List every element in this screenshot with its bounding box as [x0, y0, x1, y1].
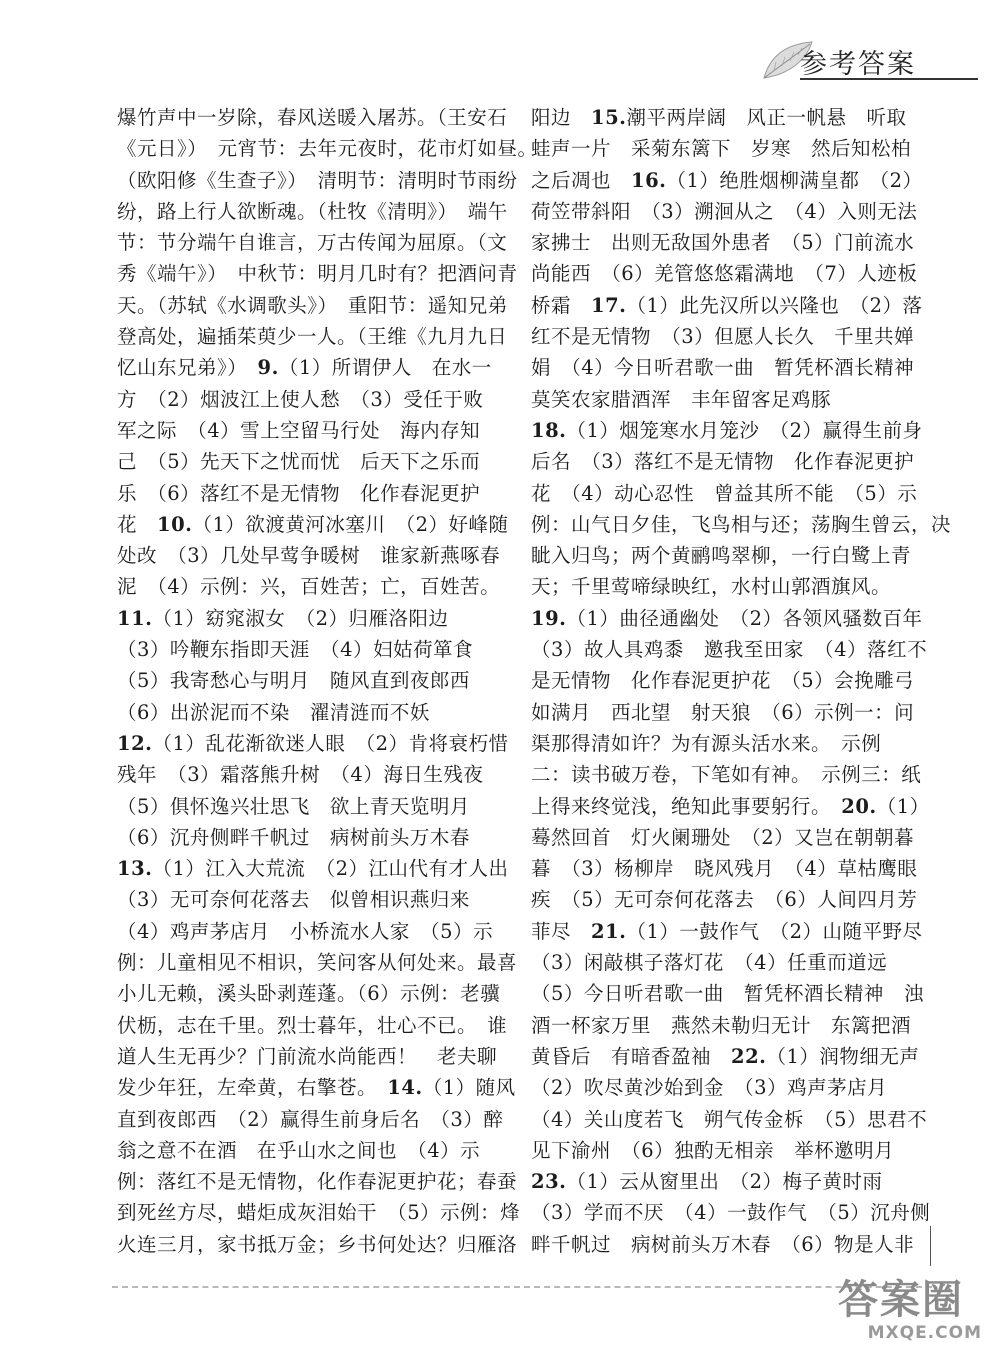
- answer-line: 己 （5）先天下之忧而忧 后天下之乐而: [117, 450, 481, 474]
- site-watermark: [820, 1262, 990, 1347]
- header-underline: [800, 78, 978, 80]
- answer-line: （4）鸡声茅店月 小桥流水人家 （5）示: [117, 919, 494, 943]
- question-number: 19.: [531, 606, 567, 630]
- question-number: 12.: [117, 731, 153, 755]
- question-number: 20.: [841, 794, 877, 818]
- answer-line: （6）出淤泥而不染 濯清涟而不妖: [117, 700, 430, 724]
- answer-line: 见下渝州 （6）独酌无相亲 举杯邀明月: [531, 1138, 895, 1162]
- question-number: 21.: [591, 919, 627, 943]
- question-number: 17.: [591, 293, 627, 317]
- answer-line: 乐 （6）落红不是无情物 化作春泥更护: [117, 481, 481, 505]
- answer-line: 爆竹声中一岁除，春风送暖入屠苏。（王安石: [117, 106, 508, 129]
- answer-line: （3）吟鞭东指即天涯 （4）妇姑荷箪食: [117, 638, 474, 662]
- question-number: 22.: [731, 1044, 767, 1068]
- answer-line: 23.（1）云从窗里出 （2）梅子黄时雨: [531, 1170, 883, 1194]
- answer-line: 例：儿童相见不相识，笑问客从何处来。最喜: [117, 951, 518, 975]
- answer-line: 蓦然回首 灯火阑珊处 （2）又岂在朝朝暮: [531, 825, 915, 849]
- answer-line: 到死丝方尽，蜡炬成灰泪始干 （5）示例：烽: [117, 1201, 521, 1225]
- answer-line: 红不是无情物 （3）但愿人长久 千里共婵: [531, 325, 915, 349]
- answer-line: （欧阳修《生查子》） 清明节：清明时节雨纷: [117, 168, 518, 192]
- answer-line: （3）学而不厌 （4）一鼓作气 （5）沉舟侧: [531, 1201, 931, 1225]
- answer-line: （5）今日听君歌一曲 暂凭杯酒长精神 浊: [531, 982, 924, 1006]
- answer-line: 发少年狂，左牵黄，右擎苍。 14.（1）随风: [117, 1076, 516, 1100]
- answer-line: 忆山东兄弟》） 9.（1）所谓伊人 在水一: [117, 356, 492, 380]
- answer-line: 疾 （5）无可奈何花落去 （6）人间四月芳: [531, 888, 918, 912]
- answer-line: 之后凋也 16.（1）绝胜烟柳满皇都 （2）: [531, 168, 923, 192]
- answer-line: 娟 （4）今日听君歌一曲 暂凭杯酒长精神: [531, 356, 915, 380]
- watermark-logo-text: 答案圈: [838, 1277, 964, 1323]
- answer-line: （3）故人具鸡黍 邀我至田家 （4）落红不: [531, 638, 928, 662]
- question-number: 10.: [157, 512, 193, 536]
- answer-line: 桥霜 17.（1）此先汉所以兴隆也 （2）落: [531, 293, 923, 317]
- answer-line: 后名 （3）落红不是无情物 化作春泥更护: [531, 450, 915, 474]
- answer-line: 例：落红不是无情物，化作春泥更护花；春蚕: [117, 1170, 518, 1194]
- answer-line: 上得来终觉浅，绝知此事要躬行。 20.（1）: [531, 794, 930, 818]
- answer-line: 火连三月，家书抵万金；乡书何处达？归雁洛: [117, 1232, 518, 1256]
- answer-line: 花 10.（1）欲渡黄河冰塞川 （2）好峰随: [117, 512, 509, 536]
- answer-line: 眦入归鸟；两个黄鹂鸣翠柳，一行白鹭上青: [531, 544, 912, 568]
- answer-line: 方 （2）烟波江上使人愁 （3）受任于败: [117, 387, 484, 411]
- footer-dashed-rule: [112, 1286, 932, 1288]
- answer-line: 18.（1）烟笼寒水月笼沙 （2）赢得生前身: [531, 418, 923, 442]
- answer-line: 阳边 15.潮平两岸阔 风正一帆悬 听取: [531, 106, 907, 129]
- answer-line: 小儿无赖，溪头卧剥莲蓬。（6）示例：老骥: [117, 982, 501, 1006]
- answer-column-left: [117, 102, 538, 1260]
- section-title: 参考答案: [800, 49, 916, 80]
- answer-line: （5）俱怀逸兴壮思飞 欲上青天览明月: [117, 794, 470, 818]
- answer-line: 例：山气日夕佳，飞鸟相与还；荡胸生曾云，决: [531, 512, 952, 536]
- question-number: 11.: [117, 606, 153, 630]
- answer-line: （3）闲敲棋子落灯花 （4）任重而道远: [531, 951, 888, 975]
- answer-line: 翁之意不在酒 在乎山水之间也 （4）示: [117, 1138, 481, 1162]
- answer-line: 莫笑农家腊酒浑 丰年留客足鸡豚: [531, 387, 832, 411]
- question-number: 13.: [117, 857, 153, 881]
- answer-line: 天。（苏轼《水调歌头》） 重阳节：遥知兄弟: [117, 293, 508, 317]
- answer-line: 登高处，遍插茱萸少一人。（王维《九月九日: [117, 325, 508, 349]
- watermark-url: MXQE.COM: [867, 1323, 982, 1343]
- answer-line: 尚能西 （6）羌管悠悠霜满地 （7）人迹板: [531, 262, 918, 286]
- answer-line: （5）我寄愁心与明月 随风直到夜郎西: [117, 669, 470, 693]
- answer-line: 二：读书破万卷，下笔如有神。 示例三：纸: [531, 763, 922, 787]
- answer-line: 道人生无再少？门前流水尚能西！ 老夫聊: [117, 1044, 498, 1068]
- question-number: 15.: [591, 106, 627, 129]
- answer-line: 处改 （3）几处早莺争暖树 谁家新燕啄春: [117, 544, 501, 568]
- answer-line: 13.（1）江入大荒流 （2）江山代有才人出: [117, 857, 509, 881]
- question-number: 9.: [257, 356, 279, 380]
- answer-line: 天；千里莺啼绿映红，水村山郭酒旗风。: [531, 575, 892, 599]
- answer-line: 暮 （3）杨柳岸 晓风残月 （4）草枯鹰眼: [531, 857, 918, 881]
- answer-line: 渠那得清如许？为有源头活水来。 示例: [531, 731, 882, 755]
- question-number: 14.: [387, 1076, 423, 1100]
- answer-line: （3）无可奈何花落去 似曾相识燕归来: [117, 888, 470, 912]
- answer-line: 伏枥，志在千里。烈士暮年，壮心不已。 谁: [117, 1013, 508, 1037]
- answer-line: 纷，路上行人欲断魂。（杜牧《清明》） 端午: [117, 199, 508, 223]
- answer-line: 节：节分端午自谁言，万古传闻为屈原。（文: [117, 231, 508, 255]
- answer-line: 直到夜郎西 （2）赢得生前身后名 （3）醉: [117, 1107, 504, 1131]
- answer-line: 如满月 西北望 射天狼 （6）示例一：问: [531, 700, 915, 724]
- answer-line: 菲尽 21.（1）一鼓作气 （2）山随平野尽: [531, 919, 923, 943]
- answer-line: （4）关山度若飞 朔气传金柝 （5）思君不: [531, 1107, 928, 1131]
- answer-line: 是无情物 化作春泥更护花 （5）会挽雕弓: [531, 669, 915, 693]
- answer-line: 《元日》） 元宵节：去年元夜时，花市灯如昼。: [117, 137, 538, 161]
- answer-line: 秀《端午》） 中秋节：明月几时有？把酒问青: [117, 262, 518, 286]
- answer-line: 军之际 （4）雪上空留马行处 海内存知: [117, 418, 481, 442]
- question-number: 16.: [631, 168, 667, 192]
- answer-line: 11.（1）窈窕淑女 （2）归雁洛阳边: [117, 606, 449, 630]
- answer-line: 荷笠带斜阳 （3）溯洄从之 （4）入则无法: [531, 199, 918, 223]
- answer-line: 19.（1）曲径通幽处 （2）各领风骚数百年: [531, 606, 923, 630]
- answer-line: 泥 （4）示例：兴，百姓苦；亡，百姓苦。: [117, 575, 501, 599]
- answer-line: （2）吹尽黄沙始到金 （3）鸡声茅店月: [531, 1076, 888, 1100]
- answer-line: 12.（1）乱花渐欲迷人眼 （2）肯将衰朽惜: [117, 731, 509, 755]
- answer-line: 酒一杯家万里 燕然未勒归无计 东篱把酒: [531, 1013, 912, 1037]
- question-number: 23.: [531, 1170, 567, 1194]
- answer-line: （6）沉舟侧畔千帆过 病树前头万木春: [117, 825, 470, 849]
- answer-column-right: [531, 102, 952, 1260]
- answer-line: 畔千帆过 病树前头万木春 （6）物是人非: [531, 1232, 915, 1256]
- answer-line: 残年 （3）霜落熊升树 （4）海日生残夜: [117, 763, 484, 787]
- answer-line: 蛙声一片 采菊东篱下 岁寒 然后知松柏: [531, 137, 912, 161]
- question-number: 18.: [531, 418, 567, 442]
- page-edge-tick: [930, 1226, 931, 1266]
- answer-line: 黄昏后 有暗香盈袖 22.（1）润物细无声: [531, 1044, 920, 1068]
- page-header: [760, 34, 982, 86]
- answer-line: 花 （4）动心忍性 曾益其所不能 （5）示: [531, 481, 918, 505]
- answer-line: 家拂士 出则无敌国外患者 （5）门前流水: [531, 231, 915, 255]
